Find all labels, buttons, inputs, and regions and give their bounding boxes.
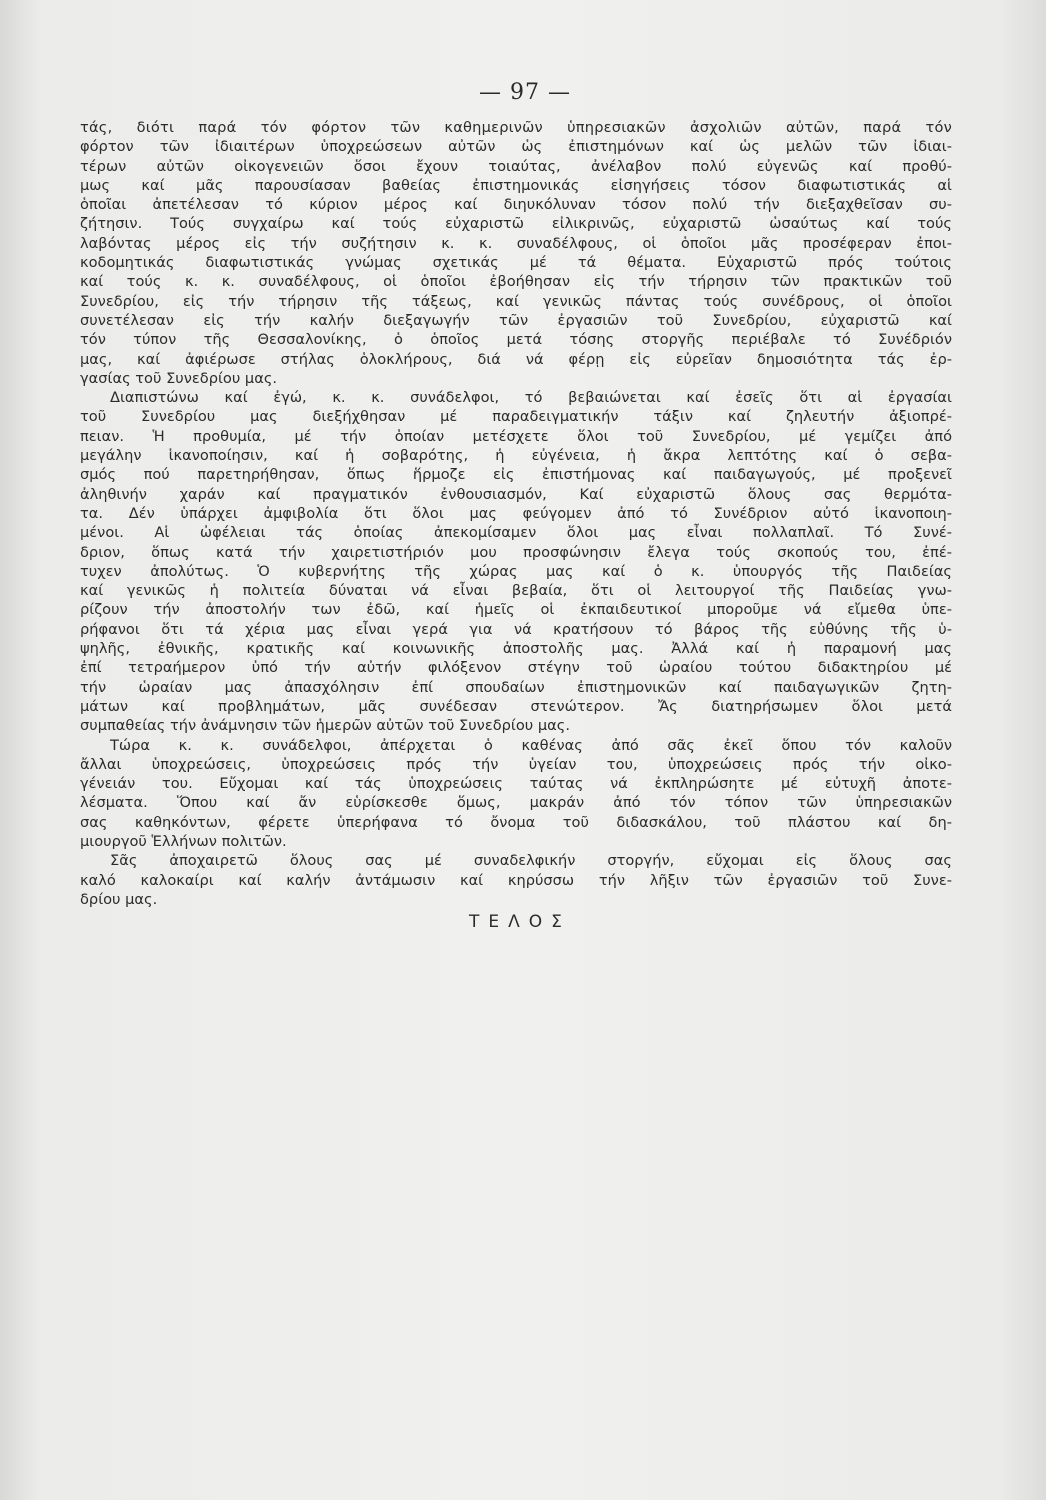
text-line: κοδομητικάς διαφωτιστικάς γνώμας σχετικάς μέ τά θέματα. Εὐχαριστῶ πρός τούτοις	[80, 254, 952, 272]
text-line: δρίου μας.	[80, 890, 158, 908]
text-line: μως καί μᾶς παρουσίασαν βαθείας ἐπιστημονικάς εἰσηγήσεις τόσον διαφωτιστικάς αἱ	[80, 176, 952, 194]
text-line: λέσματα. Ὅπου καί ἄν εὑρίσκεσθε ὅμως, μακράν ἀπό τόν τόπον τῶν ὑπηρεσιακῶν	[80, 794, 952, 812]
text-line: ρίζουν τήν ἀποστολήν των ἐδῶ, καί ἡμεῖς οἱ ἐκπαιδευτικοί μποροῦμε νά εἴμεθα ὑπε-	[80, 601, 952, 619]
text-line: καί τούς κ. κ. συναδέλφους, οἱ ὁποῖοι ἐβοήθησαν εἰς τήν τήρησιν τῶν πρακτικῶν τοῦ	[80, 273, 952, 291]
text-line: Συνεδρίου, εἰς τήν τήρησιν τῆς τάξεως, καί γενικῶς πάντας τούς συνέδρους, οἱ ὁποῖοι	[80, 292, 952, 310]
text-line: μιουργοῦ Ἑλλήνων πολιτῶν.	[80, 832, 287, 850]
text-line: ὁποῖαι ἀπετέλεσαν τό κύριον μέρος καί διηυκόλυναν τόσον πολύ τήν διεξαχθεῖσαν συ-	[80, 196, 952, 214]
text-line: πειαν. Ἡ προθυμία, μέ τήν ὁποίαν μετέσχετε ὅλοι τοῦ Συνεδρίου, μέ γεμίζει ἀπό	[80, 427, 952, 445]
text-line: ἐπί τετραήμερον ὑπό τήν αὐτήν φιλόξενον στέγην τοῦ ὡραίου τούτου διδακτηρίου μέ	[80, 659, 952, 677]
text-line: ἄλλαι ὑποχρεώσεις, ὑποχρεώσεις πρός τήν ὑγείαν του, ὑποχρεώσεις πρός τήν οἰκο-	[80, 755, 952, 773]
text-line: σμός πού παρετηρήθησαν, ὅπως ἥρμοζε εἰς ἐπιστήμονας καί παιδαγωγούς, μέ προξενεῖ	[80, 466, 952, 484]
text-line: ρήφανοι ὅτι τά χέρια μας εἶναι γερά για νά κρατήσουν τό βάρος τῆς εὐθύνης τῆς ὑ-	[80, 620, 952, 638]
text-line: ψηλῆς, ἐθνικῆς, κρατικῆς καί κοινωνικῆς ἀποστολῆς μας. Ἀλλά καί ἡ παραμονή μας	[80, 640, 952, 658]
text-line: τυχεν ἀπολύτως. Ὁ κυβερνήτης τῆς χώρας μας καί ὁ κ. ὑπουργός τῆς Παιδείας	[80, 562, 952, 580]
text-line: γασίας τοῦ Συνεδρίου μας.	[80, 369, 278, 387]
page-number: — 97 —	[479, 80, 571, 105]
paragraph-4	[80, 851, 952, 909]
end-mark: ΤΕΛΟΣ	[469, 912, 571, 932]
text-line: σας καθηκόντων, φέρετε ὑπερήφανα τό ὄνομα τοῦ διδασκάλου, τοῦ πλάστου καί δη-	[80, 813, 952, 831]
text-line: τα. Δέν ὑπάρχει ἀμφιβολία ὅτι ὅλοι μας φεύγομεν ἀπό τό Συνέδριον αὐτό ἱκανοποιη-	[80, 504, 952, 522]
body-text	[80, 118, 952, 909]
text-line: συνετέλεσαν εἰς τήν καλήν διεξαγωγήν τῶν ἐργασιῶν τοῦ Συνεδρίου, εὐχαριστῶ καί	[80, 311, 952, 329]
text-line: μένοι. Αἱ ὠφέλειαι τάς ὁποίας ἀπεκομίσαμεν ὅλοι μας εἶναι πολλαπλαῖ. Τό Συνέ-	[80, 524, 952, 542]
text-line: ζήτησιν. Τούς συγχαίρω καί τούς εὐχαριστῶ εἰλικρινῶς, εὐχαριστῶ ὡσαύτως καί τούς	[80, 215, 952, 233]
text-line: τοῦ Συνεδρίου μας διεξήχθησαν μέ παραδειγματικήν τάξιν καί ζηλευτήν ἀξιοπρέ-	[80, 408, 952, 426]
text-line: γένειάν του. Εὔχομαι καί τάς ὑποχρεώσεις ταύτας νά ἐκπληρώσητε μέ εὐτυχῆ ἀποτε-	[80, 775, 952, 793]
text-line: συμπαθείας τήν ἀνάμνησιν τῶν ἡμερῶν αὐτῶν τοῦ Συνεδρίου μας.	[80, 717, 570, 735]
text-line: μάτων καί προβλημάτων, μᾶς συνέδεσαν στενώτερον. Ἄς διατηρήσωμεν ὅλοι μετά	[80, 697, 952, 715]
text-line: δριον, ὅπως κατά τήν χαιρετιστήριόν μου προσφώνησιν ἔλεγα τούς σκοπούς του, ἐπέ-	[80, 543, 952, 561]
paragraph-1	[80, 118, 952, 388]
text-line: μας, καί ἀφιέρωσε στήλας ὁλοκλήρους, διά νά φέρῃ εἰς εὐρεῖαν δημοσιότητα τάς ἐρ-	[80, 350, 952, 368]
text-line: καλό καλοκαίρι καί καλήν ἀντάμωσιν καί κηρύσσω τήν λῆξιν τῶν ἐργασιῶν τοῦ Συνε-	[80, 871, 952, 889]
text-line: φόρτον τῶν ἰδιαιτέρων ὑποχρεώσεων αὐτῶν ὡς ἐπιστημόνων καί ὡς μελῶν τῶν ἰδιαι-	[80, 138, 952, 156]
text-line: ἀληθινήν χαράν καί πραγματικόν ἐνθουσιασμόν, Καί εὐχαριστῶ ὅλους σας θερμότα-	[80, 485, 952, 503]
text-line: Διαπιστώνω καί ἐγώ, κ. κ. συνάδελφοι, τό βεβαιώνεται καί ἐσεῖς ὅτι αἱ ἐργασίαι	[110, 389, 952, 407]
paragraph-3	[80, 736, 952, 852]
text-line: τόν τύπον τῆς Θεσσαλονίκης, ὁ ὁποῖος μετά τόσης στοργῆς περιέβαλε τό Συνέδριόν	[80, 331, 952, 349]
paragraph-2	[80, 388, 952, 735]
text-line: μεγάλην ἱκανοποίησιν, καί ἡ σοβαρότης, ἡ εὐγένεια, ἡ ἄκρα λεπτότης καί ὁ σεβα-	[80, 447, 952, 465]
text-line: Τώρα κ. κ. συνάδελφοι, ἀπέρχεται ὁ καθένας ἀπό σᾶς ἐκεῖ ὅπου τόν καλοῦν	[110, 736, 952, 754]
text-line: τήν ὡραίαν μας ἀπασχόλησιν ἐπί σπουδαίων ἐπιστημονικῶν καί παιδαγωγικῶν ζητη-	[80, 678, 952, 696]
text-line: τάς, διότι παρά τόν φόρτον τῶν καθημερινῶν ὑπηρεσιακῶν ἀσχολιῶν αὐτῶν, παρά τόν	[80, 119, 952, 136]
text-line: καί γενικῶς ἡ πολιτεία δύναται νά εἶναι βεβαία, ὅτι οἱ λειτουργοί τῆς Παιδείας γνω-	[80, 582, 952, 600]
text-line: λαβόντας μέρος εἰς τήν συζήτησιν κ. κ. συναδέλφους, οἱ ὁποῖοι μᾶς προσέφεραν ἐποι-	[80, 234, 952, 252]
text-line: τέρων αὐτῶν οἰκογενειῶν ὅσοι ἔχουν τοιαύτας, ἀνέλαβον πολύ εὐγενῶς καί προθύ-	[80, 157, 952, 175]
text-line: Σᾶς ἀποχαιρετῶ ὅλους σας μέ συναδελφικήν στοργήν, εὔχομαι εἰς ὅλους σας	[110, 852, 952, 870]
